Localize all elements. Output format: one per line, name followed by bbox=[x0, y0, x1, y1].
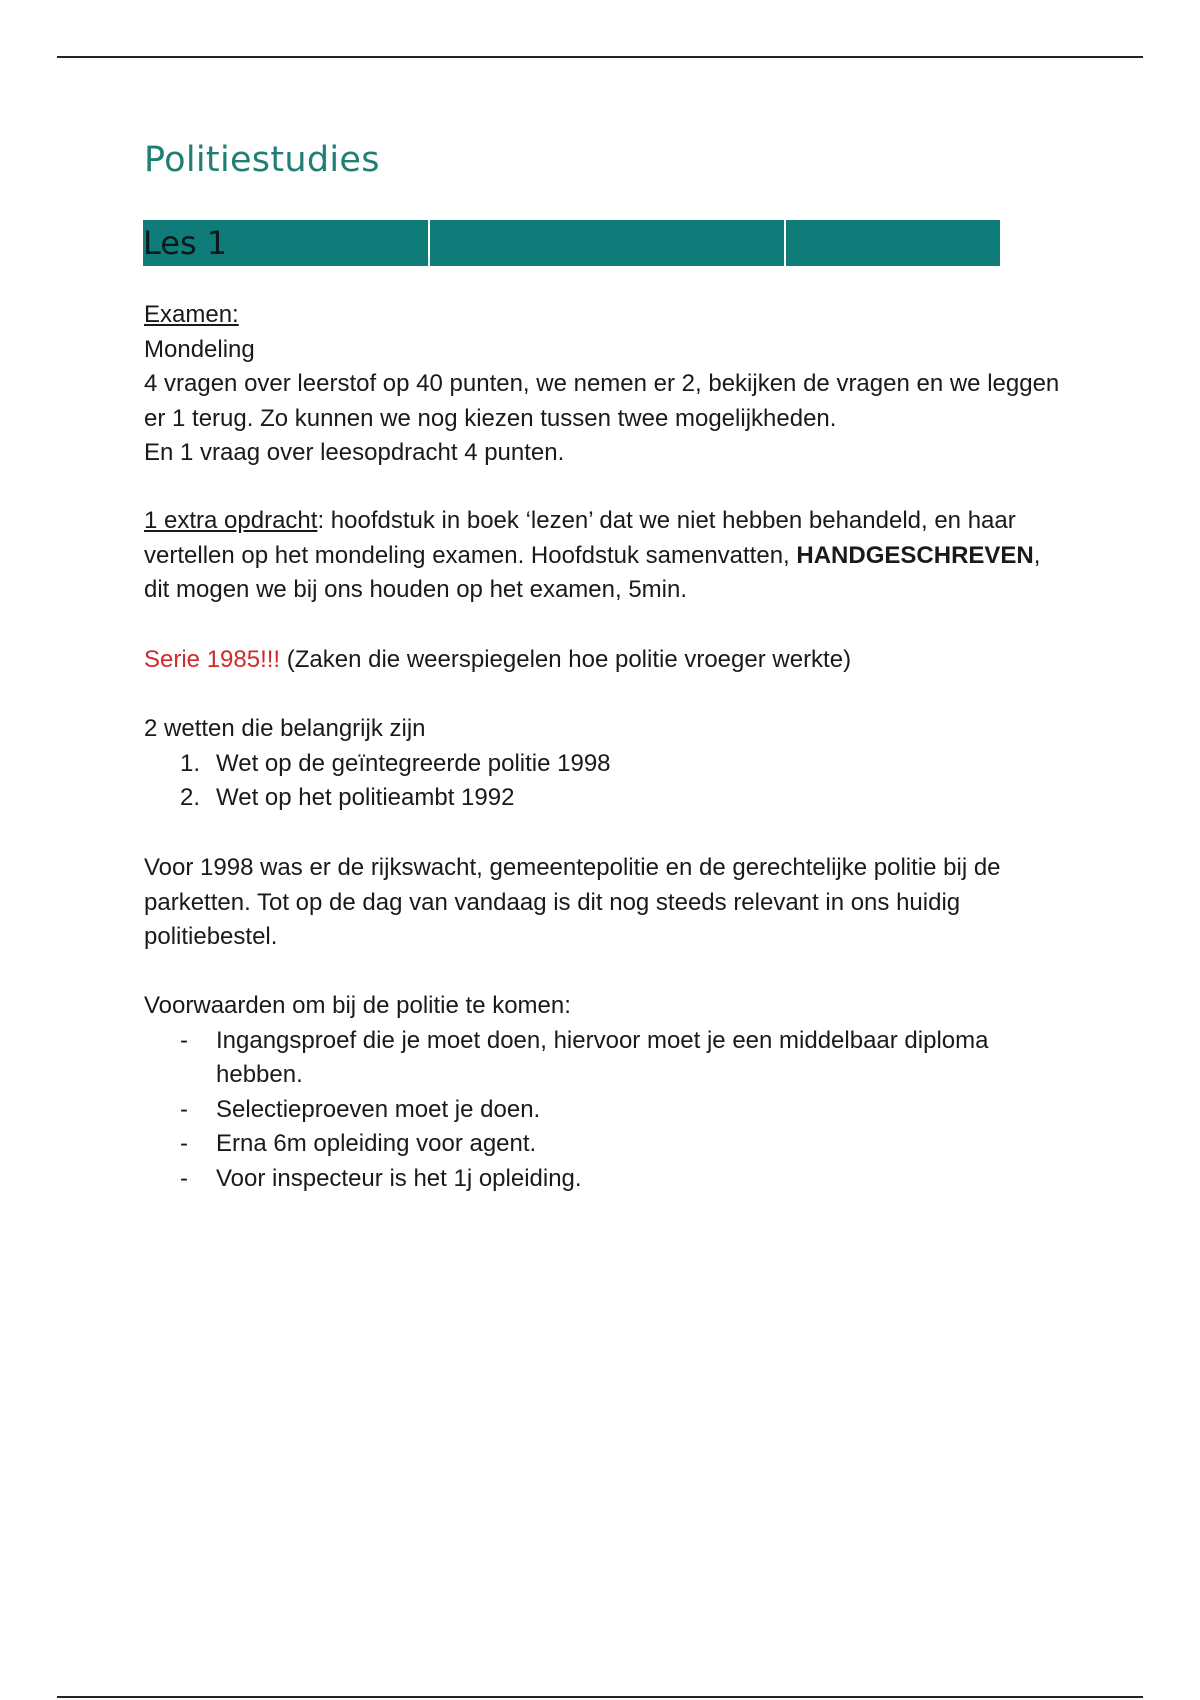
extra-assignment-text-end: , dit mogen we bij ons houden op het examen, 5min. bbox=[144, 541, 1041, 603]
handwritten-emphasis: HANDGESCHREVEN bbox=[796, 541, 1034, 569]
list-item: 1. Wet op de geïntegreerde politie 1998 bbox=[180, 749, 611, 777]
series-note bbox=[144, 643, 1064, 678]
list-item: - Erna 6m opleiding voor agent. bbox=[180, 1130, 537, 1157]
banner-segment bbox=[430, 220, 784, 266]
exam-description: 4 vragen over leerstof op 40 punten, we nemen er 2, bekijken de vragen en we leggen er 1 terug. Zo kunnen we nog kiezen tussen twee mogelijkheden. bbox=[144, 370, 1060, 432]
document-title: Politiestudies bbox=[144, 140, 380, 180]
extra-assignment bbox=[144, 504, 1064, 608]
laws-intro: 2 wetten die belangrijk zijn bbox=[144, 715, 426, 742]
extra-assignment-label: 1 extra opdracht bbox=[144, 507, 318, 534]
section-heading: Les 1 bbox=[143, 224, 228, 262]
extra-assignment-text: : hoofdstuk in boek ‘lezen’ dat we niet hebben behandeld, en haar vertellen op het mondeling examen. Hoofdstuk samenvatten, bbox=[144, 507, 1016, 569]
series-description: (Zaken die weerspiegelen hoe politie vroeger werkte) bbox=[280, 646, 852, 673]
section-banner bbox=[143, 220, 1000, 266]
footer-rule bbox=[57, 1696, 1143, 1698]
exam-type: Mondeling bbox=[144, 335, 255, 363]
exam-section bbox=[144, 298, 1064, 471]
conditions-intro: Voorwaarden om bij de politie te komen: bbox=[144, 992, 571, 1019]
list-item: - Ingangsproef die je moet doen, hiervoor moet je een middelbaar diploma hebben. bbox=[180, 1026, 989, 1088]
list-item: - Voor inspecteur is het 1j opleiding. bbox=[180, 1164, 582, 1192]
exam-reading-question: En 1 vraag over leesopdracht 4 punten. bbox=[144, 439, 565, 466]
conditions-section bbox=[144, 989, 1064, 1196]
series-highlight: Serie 1985!!! bbox=[144, 646, 281, 673]
exam-label: Examen: bbox=[144, 301, 239, 328]
list-item: - Selectieproeven moet je doen. bbox=[180, 1095, 541, 1123]
header-rule bbox=[57, 56, 1143, 58]
history-paragraph: Voor 1998 was er de rijkswacht, gemeentepolitie en de gerechtelijke politie bij de parketten. Tot op de dag van vandaag is dit nog steeds relevant in ons huidig politiebestel. bbox=[144, 854, 1001, 950]
laws-list bbox=[144, 747, 1064, 816]
conditions-list bbox=[144, 1024, 1064, 1197]
banner-segment bbox=[786, 220, 1000, 266]
list-item: 2. Wet op het politieambt 1992 bbox=[180, 784, 515, 811]
laws-section bbox=[144, 712, 1064, 816]
